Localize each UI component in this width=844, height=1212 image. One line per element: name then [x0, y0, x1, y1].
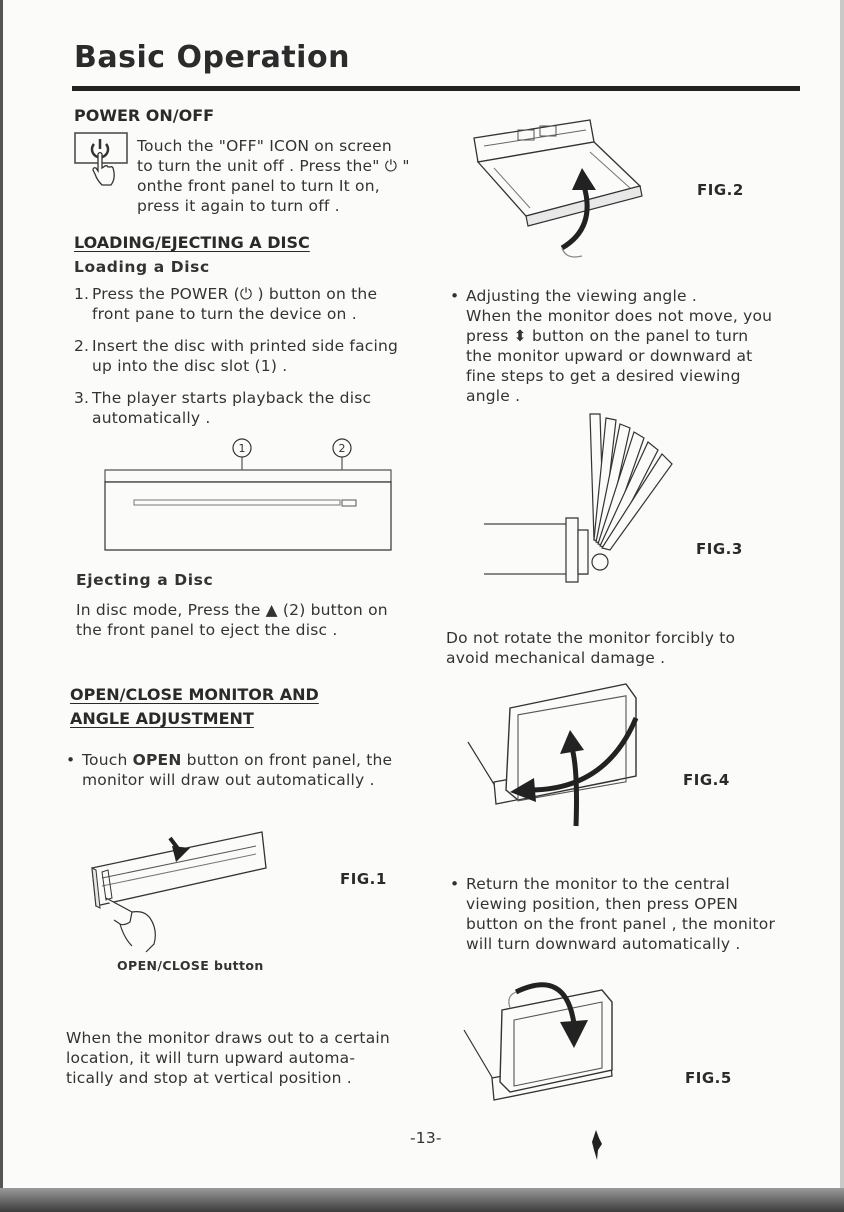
- title-rule: [72, 86, 800, 91]
- open-after-line: tically and stop at vertical position .: [66, 1069, 352, 1087]
- power-text: [137, 136, 410, 216]
- loading-step: [74, 336, 434, 376]
- open-after-line: location, it will turn upward automa-: [66, 1049, 356, 1067]
- warning-line: Do not rotate the monitor forcibly to: [446, 629, 736, 647]
- fig3-drawing: [484, 410, 684, 586]
- open-close-heading-line1: OPEN/CLOSE MONITOR AND: [70, 685, 319, 704]
- open-close-heading-line2: ANGLE ADJUSTMENT: [70, 709, 254, 728]
- step-line: The player starts playback the disc: [92, 389, 372, 407]
- loading-steps: [74, 284, 434, 428]
- bullet: •: [66, 751, 76, 769]
- open-close-button-caption: OPEN/CLOSE button: [117, 958, 264, 973]
- power-heading: POWER ON/OFF: [74, 106, 215, 125]
- step-number: 1.: [74, 285, 90, 303]
- bullet: •: [450, 875, 460, 893]
- pointing-hand-icon: [106, 898, 155, 952]
- open-bullet-bold: OPEN: [132, 751, 182, 769]
- fig4-label: FIG.4: [683, 771, 730, 789]
- page-edge-left: [0, 0, 3, 1212]
- power-line: press it again to turn off .: [137, 197, 340, 215]
- bullet: •: [450, 287, 460, 305]
- disc-slot-diagram: [104, 436, 394, 552]
- fig2-drawing: [470, 116, 652, 262]
- loading-step: [74, 388, 434, 428]
- step-line: front pane to turn the device on .: [92, 305, 357, 323]
- loading-step: [74, 284, 434, 324]
- angle-adjust-text: [450, 286, 772, 406]
- fig3-label: FIG.3: [696, 540, 743, 558]
- warning-text: [446, 628, 735, 668]
- warning-line: avoid mechanical damage .: [446, 649, 666, 667]
- ejecting-text: [76, 600, 388, 640]
- callout-1: 1: [238, 442, 246, 455]
- callout-2: 2: [338, 442, 346, 455]
- loading-heading: LOADING/EJECTING A DISC: [74, 233, 310, 252]
- step-line: Insert the disc with printed side facing: [92, 337, 399, 355]
- power-line: onthe front panel to turn It on,: [137, 177, 380, 195]
- open-bullet-rest: button on front panel, the: [181, 751, 393, 769]
- step-line: Press the POWER (⏻ ) button on the: [92, 285, 378, 303]
- return-line: viewing position, then press OPEN: [466, 895, 739, 913]
- fig5-drawing: [462, 974, 632, 1124]
- return-line: Return the monitor to the central: [466, 875, 730, 893]
- ejecting-line: In disc mode, Press the ▲ (2) button on: [76, 601, 388, 619]
- return-text: [450, 874, 775, 954]
- loading-subheading: Loading a Disc: [74, 258, 210, 276]
- angle-line: press ⬍ button on the panel to turn: [466, 327, 749, 345]
- open-bullet-prefix: Touch: [82, 751, 133, 769]
- angle-line: angle .: [466, 387, 521, 405]
- fig4-drawing: [466, 678, 646, 828]
- page-edge-bottom: [0, 1188, 844, 1212]
- open-after-line: When the monitor draws out to a certain: [66, 1029, 390, 1047]
- fig1-label: FIG.1: [340, 870, 387, 888]
- step-line: up into the disc slot (1) .: [92, 357, 288, 375]
- page-number: -13-: [410, 1129, 442, 1147]
- power-line: to turn the unit off . Press the" ⏻ ": [137, 157, 410, 175]
- power-line: Touch the "OFF" ICON on screen: [137, 137, 392, 155]
- fig1-drawing: [86, 826, 276, 956]
- page-title: Basic Operation: [74, 40, 350, 75]
- return-line: button on the front panel , the monitor: [466, 915, 776, 933]
- ejecting-subheading: Ejecting a Disc: [76, 571, 214, 589]
- fig5-label: FIG.5: [685, 1069, 732, 1087]
- ink-blot: [590, 1128, 604, 1162]
- ejecting-line: the front panel to eject the disc .: [76, 621, 338, 639]
- angle-line: When the monitor does not move, you: [466, 307, 773, 325]
- angle-line: the monitor upward or downward at: [466, 347, 753, 365]
- page-edge-right: [840, 0, 844, 1212]
- open-bullet-line2: monitor will draw out automatically .: [82, 771, 375, 789]
- angle-line: fine steps to get a desired viewing: [466, 367, 741, 385]
- step-number: 3.: [74, 389, 90, 407]
- return-line: will turn downward automatically .: [466, 935, 741, 953]
- open-after-text: [66, 1028, 390, 1088]
- open-bullet: [66, 750, 392, 790]
- fig2-label: FIG.2: [697, 181, 744, 199]
- step-line: automatically .: [92, 409, 211, 427]
- step-number: 2.: [74, 337, 90, 355]
- angle-line: Adjusting the viewing angle .: [466, 287, 697, 305]
- power-button-icon: [74, 132, 130, 192]
